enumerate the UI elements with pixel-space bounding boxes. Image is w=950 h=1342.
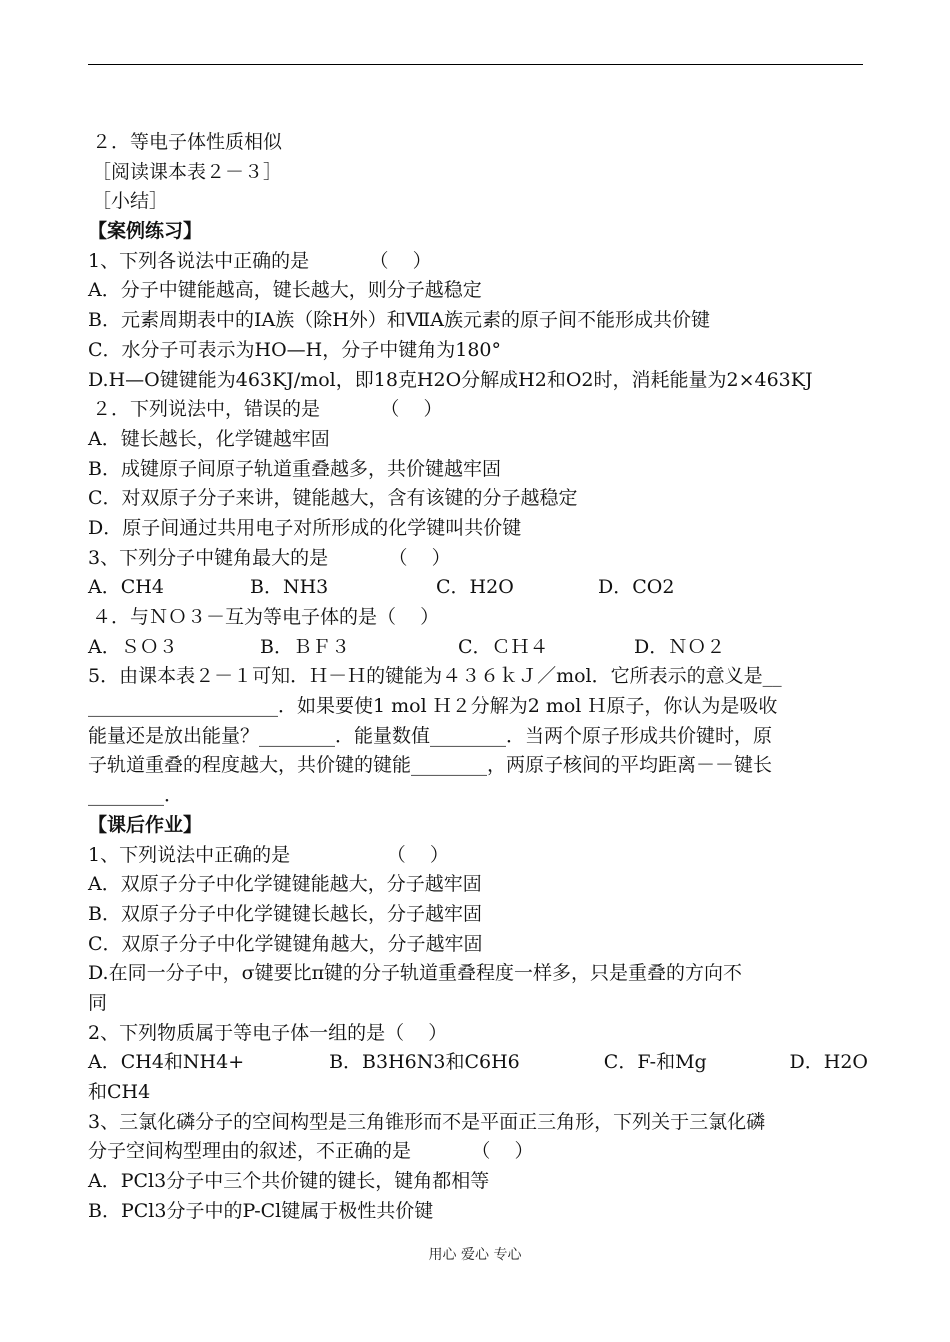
option-c: C．F-和Mg — [603, 1051, 707, 1074]
options-row — [88, 633, 868, 663]
option-b: B．双原子分子中化学键键长越长，分子越牢固 — [88, 902, 482, 925]
question-5-cont: ____________________．如果要使1 mol Ｈ２分解为2 mol Ｈ原子，你认为是吸收 — [88, 695, 778, 718]
page-footer: 用心 爱心 专心 — [428, 1247, 522, 1263]
options-row — [88, 573, 868, 603]
question-4: ４．与ＮＯ３－互为等电子体的是（ ） — [92, 606, 440, 628]
option-b: B．PCl3分子中的P-Cl键属于极性共价键 — [88, 1199, 434, 1222]
option-d: D.在同一分子中，σ键要比π键的分子轨道重叠程度一样多，只是重叠的方向不 — [88, 962, 743, 985]
option-d: D．ＮＯ２ — [634, 635, 726, 658]
option-d: D.H—O键键能为463KJ/mol，即18克H2O分解成H2和O2时，消耗能量为2×463KJ — [88, 368, 813, 391]
section-heading: ２．等电子体性质相似 — [92, 131, 283, 153]
reading-note: ［阅读课本表２－３］ — [92, 160, 283, 183]
option-a: A．CH4 — [88, 576, 164, 599]
option-c: C．水分子可表示为HO—H，分子中键角为180° — [88, 338, 502, 361]
case-practice-heading: 【案例练习】 — [88, 220, 203, 243]
option-c: C．双原子分子中化学键键角越大，分子越牢固 — [88, 932, 483, 955]
question-5-cont: ________． — [88, 784, 184, 807]
question-1: 1、下列各说法中正确的是 （ ） — [88, 249, 432, 272]
question-5-cont: 子轨道重叠的程度越大，共价键的键能________，两原子核间的平均距离－－键长 — [88, 754, 773, 777]
option-c: C．H2O — [436, 576, 514, 599]
header-rule — [88, 64, 863, 65]
options-row — [88, 1048, 868, 1078]
option-d-cont: 和CH4 — [88, 1081, 151, 1103]
option-b: B．元素周期表中的ⅠA族（除H外）和ⅦA族元素的原子间不能形成共价键 — [88, 309, 711, 332]
option-b: B．NH3 — [250, 576, 329, 599]
homework-question-3-cont: 分子空间构型理由的叙述，不正确的是 （ ） — [88, 1140, 534, 1163]
option-c: C．对双原子分子来讲，键能越大，含有该键的分子越稳定 — [88, 487, 578, 510]
homework-heading: 【课后作业】 — [88, 813, 203, 836]
option-a: A．ＳＯ３ — [88, 635, 178, 658]
question-5: 5．由课本表２－１可知．Ｈ－Ｈ的键能为４３６ｋＪ／mol．它所表示的意义是__ — [88, 665, 782, 688]
option-b: B．成键原子间原子轨道重叠越多，共价键越牢固 — [88, 457, 501, 480]
option-b: B．ＢＦ３ — [260, 635, 350, 658]
option-a: A．双原子分子中化学键键能越大，分子越牢固 — [88, 873, 482, 896]
summary-note: ［小结］ — [92, 190, 169, 213]
homework-question-1: 1、下列说法中正确的是 （ ） — [88, 843, 449, 866]
question-2: ２．下列说法中，错误的是 （ ） — [92, 398, 443, 421]
question-5-cont: 能量还是放出能量？________．能量数值________．当两个原子形成共价键时，原 — [88, 724, 773, 747]
option-d-cont: 同 — [88, 991, 108, 1014]
option-a: A．分子中键能越高，键长越大，则分子越稳定 — [88, 279, 482, 302]
homework-question-2: 2、下列物质属于等电子体一组的是（ ） — [88, 1021, 448, 1044]
question-3: 3、下列分子中键角最大的是 （ ） — [88, 546, 451, 569]
option-a: A．键长越长，化学键越牢固 — [88, 427, 330, 450]
homework-question-3: 3、三氯化磷分子的空间构型是三角锥形而不是平面正三角形，下列关于三氯化磷 — [88, 1110, 766, 1133]
option-c: C．ＣＨ４ — [458, 635, 549, 658]
option-d: D．CO2 — [598, 576, 675, 599]
option-a: A．CH4和NH4+ — [88, 1051, 245, 1074]
option-b: B．B3H6N3和C6H6 — [329, 1051, 520, 1074]
document-body — [88, 128, 868, 1226]
option-a: A．PCl3分子中三个共价键的键长，键角都相等 — [88, 1170, 490, 1193]
option-d: D．原子间通过共用电子对所形成的化学键叫共价键 — [88, 516, 522, 539]
option-d: D．H2O — [789, 1051, 868, 1074]
